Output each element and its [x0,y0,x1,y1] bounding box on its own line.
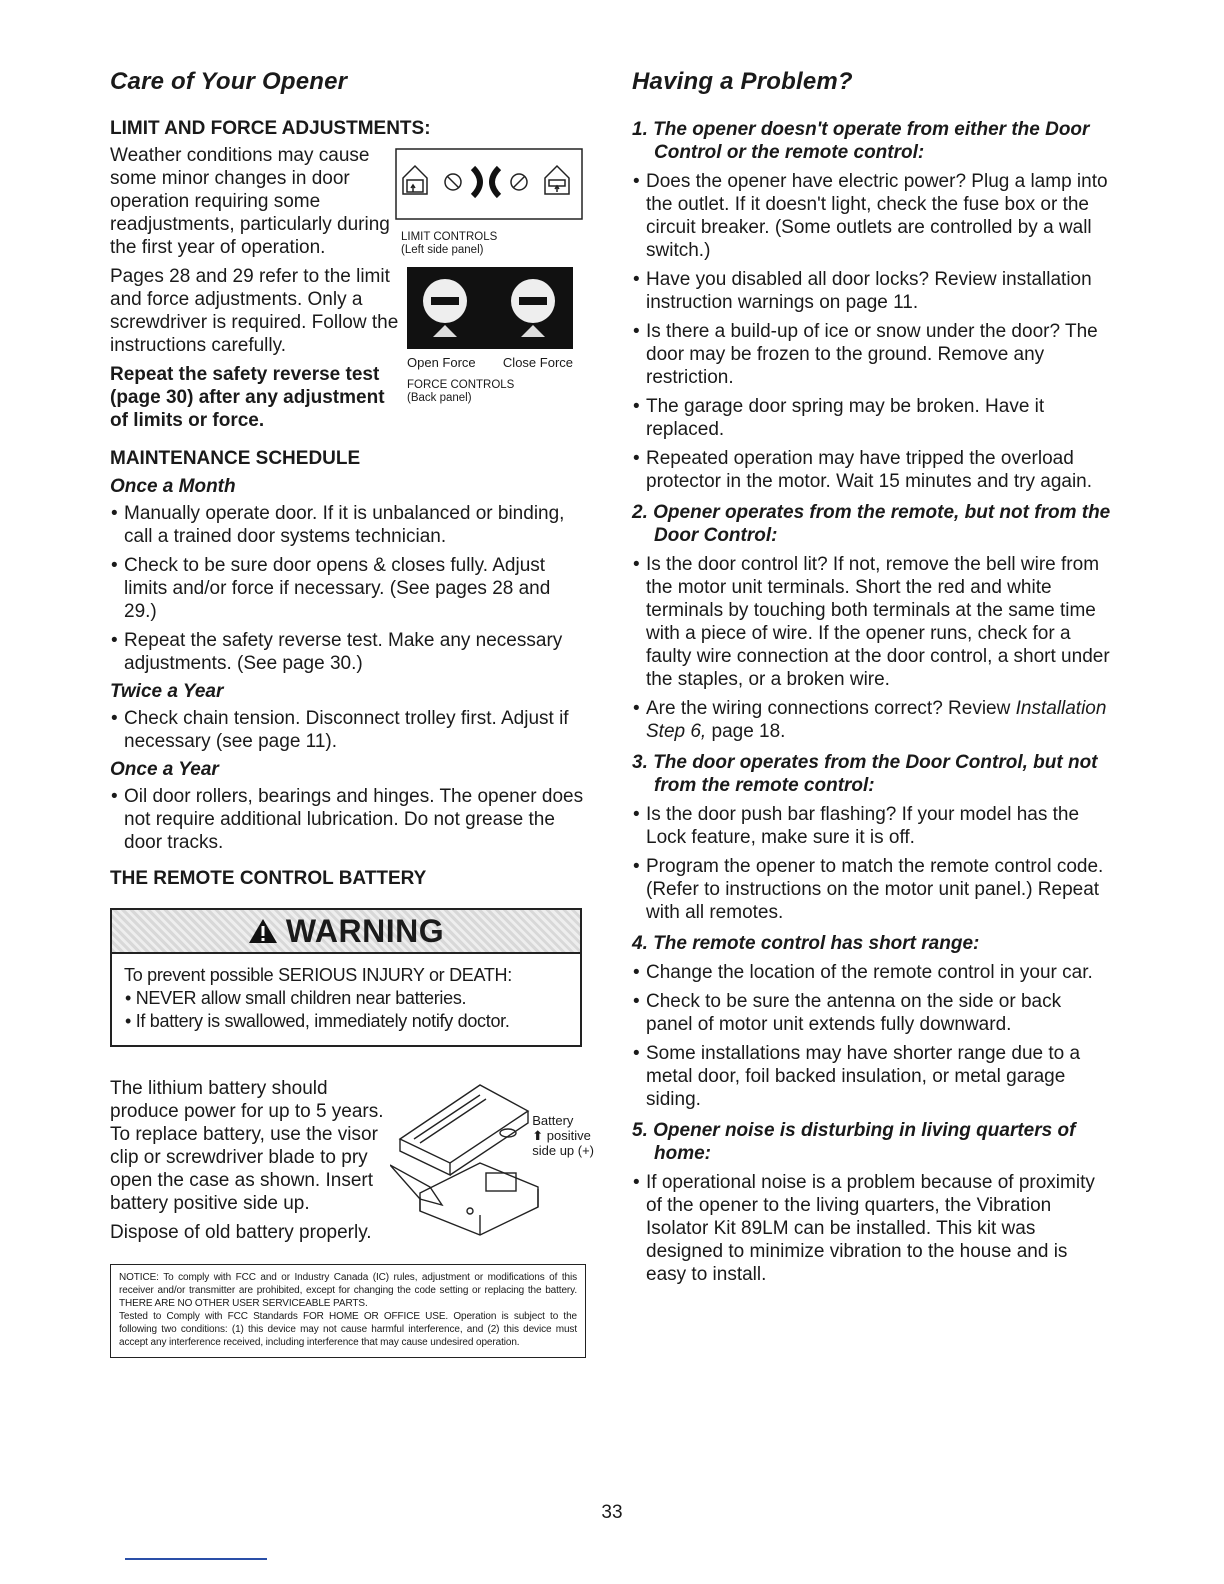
list-item: • Is the door push bar flashing? If your model has the Lock feature, make sure it is off. [632,803,1112,849]
problem-heading: 2. Opener operates from the remote, but not from the Door Control: [632,502,1111,546]
problem-heading: 3. The door operates from the Door Control, but not from the remote control: [632,752,1098,796]
force-controls-illustration [407,267,573,349]
repeat-test-note: Repeat the safety reverse test (page 30) after any adjustment of limits or force. [110,364,385,431]
warning-item: • If battery is swallowed, immediately notify doctor. [125,1011,510,1031]
problem-heading: 5. Opener noise is disturbing in living quarters of home: [632,1120,1076,1164]
problem-heading: 1. The opener doesn't operate from either the Door Control or the remote control: [632,119,1090,163]
limit-controls-illustration [395,148,583,220]
list-item: • Change the location of the remote control in your car. [632,961,1112,984]
battery-side-label: side up (+) [532,1143,595,1158]
page-number: 33 [601,1502,623,1523]
list-item: • Check to be sure the antenna on the side or back panel of motor unit extends fully downward. [632,990,1112,1036]
pages-paragraph: Pages 28 and 29 refer to the limit and force adjustments. Only a screwdriver is required. Follow the instructions carefully. [110,266,399,356]
warning-triangle-icon [248,918,278,944]
list-item: • Some installations may have shorter range due to a metal door, foil backed insulation, or metal garage siding. [632,1042,1112,1111]
list-item: • Repeated operation may have tripped the overload protector in the motor. Wait 15 minutes and try again. [632,447,1112,493]
twice-year-heading: Twice a Year [110,681,224,702]
dispose-paragraph: Dispose of old battery properly. [110,1222,372,1243]
notice-paragraph: Tested to Comply with FCC Standards FOR HOME OR OFFICE USE. Operation is subject to the following two conditions: (1) this device may not cause harmful interference, and (2) this device must accept any interference received, including interference that may cause undesired operation. [119,1311,577,1348]
right-column [632,60,1112,1292]
care-title: Care of Your Opener [110,68,348,95]
problem-title: Having a Problem? [632,68,853,95]
list-item: • Is there a build-up of ice or snow under the door? The door may be frozen to the ground. Remove any restriction. [632,320,1112,389]
warning-header [112,910,580,954]
maintenance-heading: MAINTENANCE SCHEDULE [110,448,361,469]
once-year-heading: Once a Year [110,759,219,780]
limit-caption: LIMIT CONTROLS [401,231,498,243]
list-item: • Oil door rollers, bearings and hinges. The opener does not require additional lubrication. Do not grease the door tracks. [110,785,585,854]
list-item: • Repeat the safety reverse test. Make any necessary adjustments. (See page 30.) [110,629,585,675]
limit-caption-sub: (Left side panel) [401,244,484,256]
once-month-heading: Once a Month [110,476,236,497]
battery-positive-label: ⬆ positive [532,1128,591,1143]
warning-item: • NEVER allow small children near batteries. [125,988,467,1008]
battery-figure [390,1077,595,1244]
list-item: • Check to be sure door opens & closes fully. Adjust limits and/or force if necessary. (See pages 28 and 29.) [110,554,585,623]
list-item: • Are the wiring connections correct? Review Installation Step 6, page 18. [632,697,1112,743]
limit-paragraph: Weather conditions may cause some minor changes in door operation requiring some readjustments, particularly during the first year of operation. [110,145,390,258]
list-item: • Program the opener to match the remote control code. (Refer to instructions on the motor unit panel.) Repeat with all remotes. [632,855,1112,924]
list-item: • Check chain tension. Disconnect trolley first. Adjust if necessary (see page 11). [110,707,585,753]
limit-controls-figure [395,144,585,259]
list-item: • Does the opener have electric power? Plug a lamp into the outlet. If it doesn't light, check the fuse box or the circuit breaker. (Some outlets are controlled by a wall switch.) [632,170,1112,262]
force-caption-sub: (Back panel) [407,392,472,404]
battery-paragraph: The lithium battery should produce power for up to 5 years. To replace battery, use the visor clip or screwdriver blade to pry open the case as shown. Insert battery positive side up. [110,1078,384,1214]
list-item: • Manually operate door. If it is unbalanced or binding, call a trained door systems technician. [110,502,585,548]
close-force-label: Close Force [502,355,573,370]
list-item: • If operational noise is a problem because of proximity of the opener to the living quarters, the Vibration Isolator Kit 89LM can be installed. This kit was designed to minimize vibration to the house and is easy to install. [632,1171,1112,1286]
battery-heading: THE REMOTE CONTROL BATTERY [110,868,427,889]
warning-title: WARNING [285,912,445,949]
garage-closed-icon [403,166,427,194]
problem-heading: 4. The remote control has short range: [632,933,980,954]
list-item: • Have you disabled all door locks? Review installation instruction warnings on page 11. [632,268,1112,314]
battery-label: Battery [532,1113,574,1128]
garage-open-icon [545,166,569,194]
notice-paragraph: NOTICE: To comply with FCC and or Industry Canada (IC) rules, adjustment or modifications of this receiver and/or transmitter are prohibited, except for changing the code setting or replacing the battery. THERE ARE NO OTHER USER SERVICEABLE PARTS. [119,1272,577,1309]
footer-divider [125,1558,267,1560]
fcc-notice [110,1264,586,1358]
open-force-label: Open Force [407,355,476,370]
force-controls-figure [407,265,585,432]
list-item: • The garage door spring may be broken. Have it replaced. [632,395,1112,441]
list-item: • Is the door control lit? If not, remove the bell wire from the motor unit terminals. Short the red and white terminals by touching both terminals at the same time with a piece of wire. If the opener runs, check for a faulty wire connection at the door control, a short under the staples, or a broken wire. [632,553,1112,691]
limit-heading: LIMIT AND FORCE ADJUSTMENTS: [110,118,431,139]
remote-battery-illustration [390,1077,540,1237]
warning-intro: To prevent possible SERIOUS INJURY or DEATH: [124,965,512,985]
force-caption: FORCE CONTROLS [407,379,515,391]
warning-box [110,908,582,1047]
left-column [110,60,595,1358]
